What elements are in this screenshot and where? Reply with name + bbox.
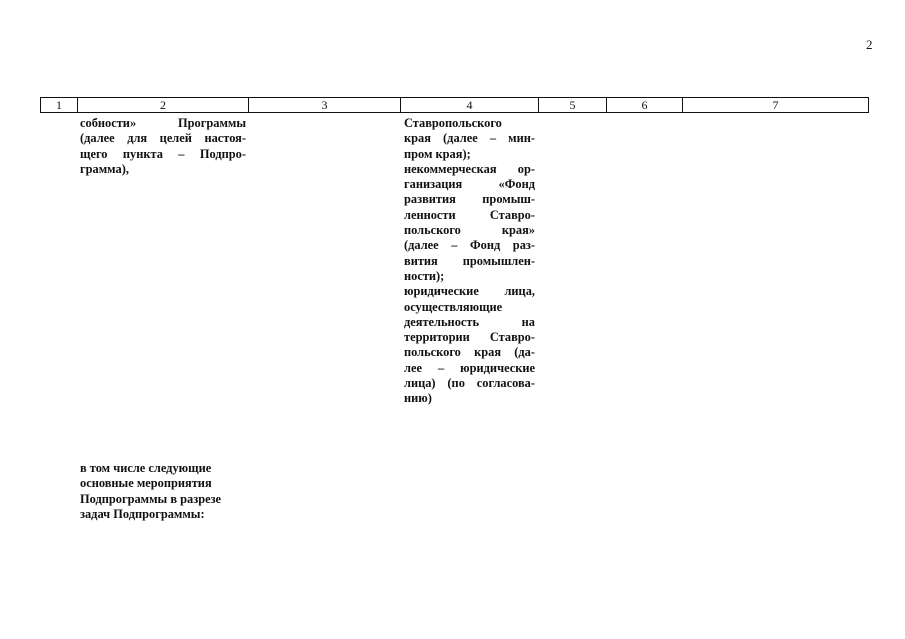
column-4-line: вития промышлен- (404, 253, 535, 268)
column-2-line: щего пункта – Подпро- (80, 146, 246, 161)
column-4-text (404, 116, 535, 407)
column-4-line: лее – юридические (404, 360, 535, 375)
column-2-line: собности» Программы (80, 116, 246, 130)
header-cell-4: 4 (401, 98, 539, 113)
column-4-line: ности); (404, 268, 445, 283)
column-2-subheading-line: Подпрограммы в разрезе (80, 491, 222, 506)
column-4-line: польского края (да- (404, 345, 535, 360)
column-2-line: (далее для целей настоя- (80, 131, 246, 146)
header-cell-6: 6 (607, 98, 683, 113)
column-2-text (80, 116, 246, 177)
column-4-line: ганизация «Фонд (404, 177, 535, 192)
column-2-subheading-line: основные мероприятия (80, 476, 212, 491)
header-row (41, 98, 869, 113)
column-4-line: (далее – Фонд раз- (404, 238, 535, 253)
column-4-line: Ставропольского (404, 116, 502, 130)
column-2-subheading (80, 461, 246, 522)
column-4-line: лица) (по согласова- (404, 376, 535, 391)
column-4-line: территории Ставро- (404, 330, 535, 345)
column-4-line: юридические лица, (404, 284, 535, 299)
column-4-line: развития промыш- (404, 192, 535, 207)
header-cell-1: 1 (41, 98, 78, 113)
column-4-line: осуществляющие (404, 299, 503, 314)
column-4-line: польского края» (404, 223, 535, 238)
header-cell-7: 7 (683, 98, 869, 113)
column-4-line: пром края); (404, 146, 471, 161)
column-2-line: грамма), (80, 161, 129, 176)
column-number-header (40, 97, 869, 113)
header-cell-5: 5 (539, 98, 607, 113)
column-4-line: края (далее – мин- (404, 131, 535, 146)
header-cell-3: 3 (249, 98, 401, 113)
column-4-line: нию) (404, 391, 432, 406)
column-2-subheading-line: задач Подпрограммы: (80, 506, 205, 521)
page-number: 2 (866, 37, 873, 52)
column-2-subheading-line: в том числе следующие (80, 461, 212, 475)
column-4-line: ленности Ставро- (404, 207, 535, 222)
column-4-line: деятельность на (404, 314, 535, 329)
column-4-line: некоммерческая ор- (404, 161, 535, 176)
header-cell-2: 2 (78, 98, 249, 113)
